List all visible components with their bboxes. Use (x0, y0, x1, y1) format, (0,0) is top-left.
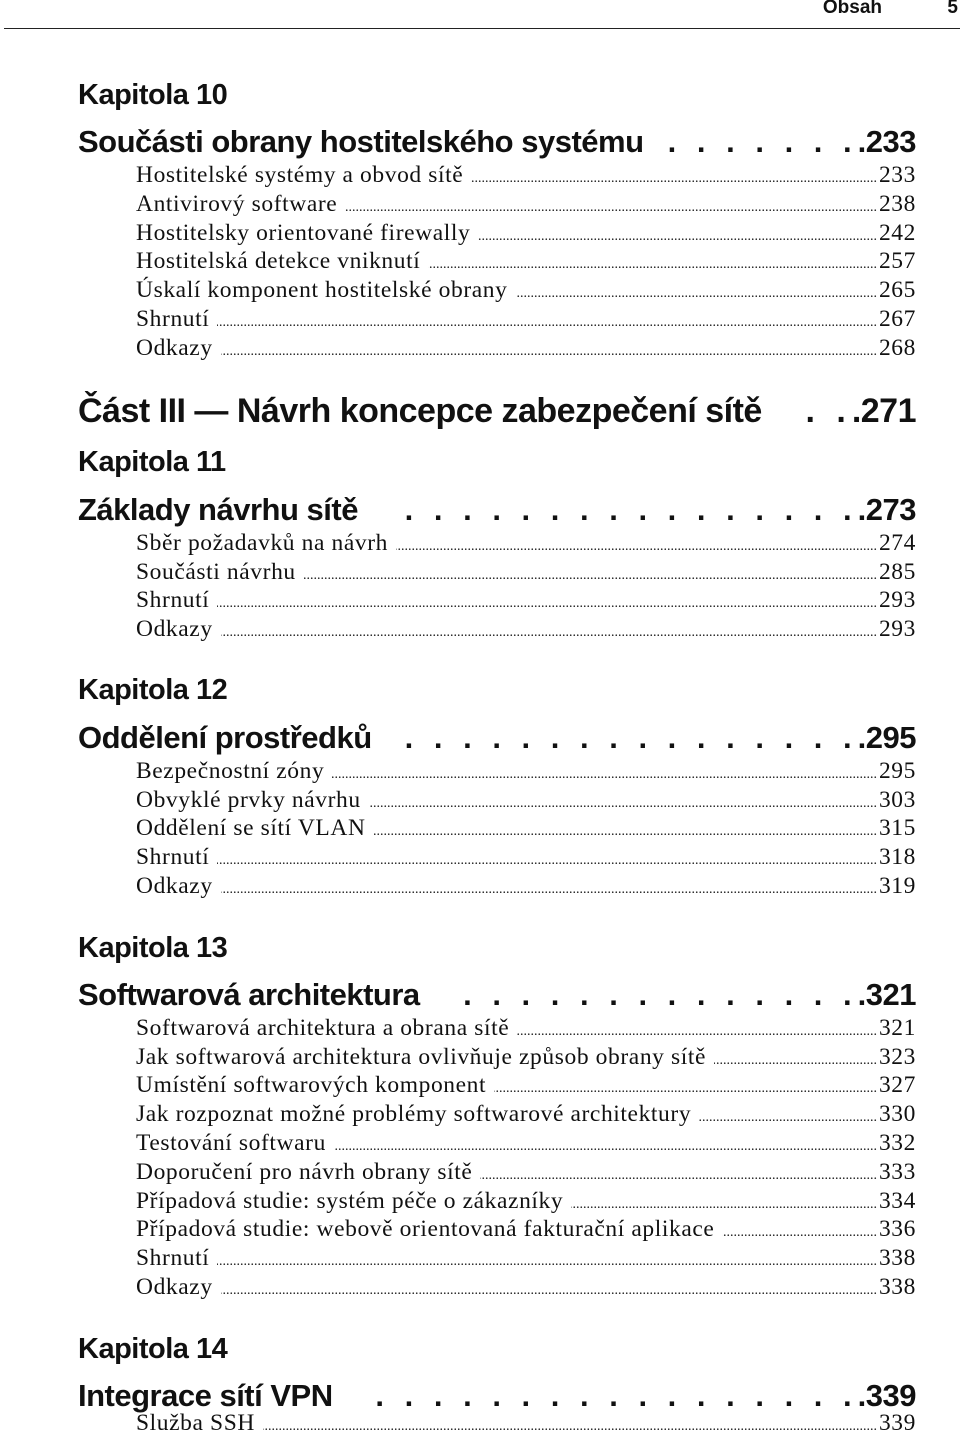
running-header-section: Obsah (822, 0, 882, 18)
dot-leader (263, 1412, 877, 1441)
chapter-title: Základy návrhu sítě (78, 492, 358, 527)
entry-page: 338 (878, 1245, 916, 1271)
toc-entry (136, 757, 916, 786)
entry-title: Shrnutí (136, 844, 210, 870)
entry-page: 323 (878, 1044, 916, 1070)
entry-page: 268 (878, 335, 916, 361)
entry-title: Úskalí komponent hostitelské obrany (136, 277, 508, 303)
entry-page: 321 (878, 1015, 916, 1041)
entry-page: 303 (878, 787, 916, 813)
entry-page: 293 (878, 616, 916, 642)
entry-title: Bezpečnostní zóny (136, 758, 325, 784)
entry-title: Testování softwaru (136, 1130, 326, 1156)
dot-leader (334, 1132, 877, 1161)
toc-entry (136, 1409, 916, 1438)
chapter-title: Součásti obrany hostitelského systému (78, 124, 644, 159)
toc-entry (136, 1100, 916, 1129)
entry-page: 257 (878, 248, 916, 274)
entry-title: Odkazy (136, 335, 213, 361)
entry-title: Umístění softwarových komponent (136, 1072, 487, 1098)
entry-title: Odkazy (136, 873, 213, 899)
chapter-page: .321 (857, 977, 916, 1012)
toc-entry (136, 1158, 916, 1187)
toc-entry (136, 814, 916, 843)
entry-page: 338 (878, 1274, 916, 1300)
toc-entry (136, 1014, 916, 1043)
entry-page: 295 (878, 758, 916, 784)
toc-entry (136, 1043, 916, 1072)
chapter-title: Oddělení prostředků (78, 720, 372, 755)
chapter-page: .273 (857, 492, 916, 527)
entry-page: 327 (878, 1072, 916, 1098)
entry-title: Shrnutí (136, 306, 210, 332)
toc-entry (136, 334, 916, 363)
entry-page: 318 (878, 844, 916, 870)
toc-entry (136, 219, 916, 248)
entry-title: Jak rozpoznat možné problémy softwarové architektury (136, 1101, 692, 1127)
toc-entry (136, 1215, 916, 1244)
dot-leader (382, 492, 858, 528)
dot-leader (517, 1017, 877, 1046)
dot-leader (494, 1074, 877, 1103)
running-header (4, 0, 960, 29)
part-page: .271 (851, 392, 916, 430)
entry-page: 319 (878, 873, 916, 899)
dot-leader (217, 846, 877, 875)
chapter-13-label: Kapitola 13 (78, 932, 228, 964)
entry-page: 285 (878, 559, 916, 585)
entry-page: 233 (878, 162, 916, 188)
dot-leader (374, 817, 877, 846)
entry-title: Odkazy (136, 616, 213, 642)
toc-entry (136, 1187, 916, 1216)
dot-leader (396, 532, 877, 561)
entry-title: Jak softwarová architektura ovlivňuje způsob obrany sítě (136, 1044, 707, 1070)
dot-leader (699, 1103, 877, 1132)
dot-leader (221, 1276, 877, 1305)
entry-title: Obvyklé prvky návrhu (136, 787, 361, 813)
toc-entry (136, 843, 916, 872)
entry-page: 333 (878, 1159, 916, 1185)
entry-title: Případová studie: systém péče o zákazníky (136, 1188, 564, 1214)
toc-entry (136, 1129, 916, 1158)
entry-page: 334 (878, 1188, 916, 1214)
dot-leader (516, 279, 877, 308)
dot-leader (221, 875, 877, 904)
entry-title: Hostitelsky orientované firewally (136, 220, 471, 246)
toc-entry (136, 872, 916, 901)
dot-leader (428, 250, 877, 279)
entry-title: Sběr požadavků na návrh (136, 530, 388, 556)
entry-page: 238 (878, 191, 916, 217)
dot-leader (332, 760, 877, 789)
entry-title: Odkazy (136, 1274, 213, 1300)
entry-page: 332 (878, 1130, 916, 1156)
dot-leader (722, 1218, 876, 1247)
toc-entry (136, 1071, 916, 1100)
chapter-11-title-line (78, 492, 916, 528)
dot-leader (668, 124, 858, 160)
entry-title: Součásti návrhu (136, 559, 296, 585)
dot-leader (221, 337, 877, 366)
entry-page: 274 (878, 530, 916, 556)
toc-entry (136, 615, 916, 644)
toc-entry (136, 247, 916, 276)
toc-entry (136, 161, 916, 190)
dot-leader (786, 391, 852, 431)
dot-leader (217, 1247, 877, 1276)
entry-page: 265 (878, 277, 916, 303)
chapter-title: Integrace sítí VPN (78, 1378, 333, 1413)
entry-page: 336 (878, 1216, 916, 1242)
entry-title: Shrnutí (136, 1245, 210, 1271)
entry-title: Případová studie: webově orientovaná fakturační aplikace (136, 1216, 715, 1242)
entry-title: Služba SSH (136, 1410, 255, 1436)
dot-leader (221, 618, 877, 647)
dot-leader (217, 589, 877, 618)
entry-page: 242 (878, 220, 916, 246)
chapter-12-title-line (78, 720, 916, 756)
chapter-page: .339 (857, 1378, 916, 1413)
chapter-page: .233 (857, 124, 916, 159)
entry-page: 330 (878, 1101, 916, 1127)
chapter-12-label: Kapitola 12 (78, 674, 228, 706)
entry-page: 315 (878, 815, 916, 841)
toc-entry (136, 190, 916, 219)
chapter-14-label: Kapitola 14 (78, 1333, 228, 1365)
part-title: Část III — Návrh koncepce zabezpečení sítě (78, 392, 762, 430)
toc-entry (136, 558, 916, 587)
dot-leader (396, 720, 858, 756)
toc-entry (136, 276, 916, 305)
entry-title: Hostitelská detekce vniknutí (136, 248, 421, 274)
toc-entry (136, 305, 916, 334)
entry-title: Softwarová architektura a obrana sítě (136, 1015, 510, 1041)
entry-title: Hostitelské systémy a obvod sítě (136, 162, 464, 188)
part-3-title-line (78, 391, 916, 431)
toc-entry (136, 529, 916, 558)
entry-title: Oddělení se sítí VLAN (136, 815, 366, 841)
dot-leader (217, 308, 877, 337)
entry-title: Doporučení pro návrh obrany sítě (136, 1159, 473, 1185)
chapter-11-label: Kapitola 11 (78, 446, 226, 478)
chapter-page: .295 (857, 720, 916, 755)
entry-title: Antivirový software (136, 191, 338, 217)
chapter-10-label: Kapitola 10 (78, 79, 228, 111)
page-number: 5 (947, 0, 958, 18)
toc-entry (136, 1244, 916, 1273)
entry-title: Shrnutí (136, 587, 210, 613)
toc-entry (136, 586, 916, 615)
dot-leader (345, 193, 877, 222)
dot-leader (444, 977, 858, 1013)
entry-page: 267 (878, 306, 916, 332)
toc-entry (136, 1273, 916, 1302)
toc-entry (136, 786, 916, 815)
chapter-13-title-line (78, 977, 916, 1013)
entry-page: 339 (878, 1410, 916, 1436)
chapter-10-title-line (78, 124, 916, 160)
chapter-title: Softwarová architektura (78, 977, 420, 1012)
dot-leader (471, 164, 877, 193)
dot-leader (480, 1161, 877, 1190)
entry-page: 293 (878, 587, 916, 613)
